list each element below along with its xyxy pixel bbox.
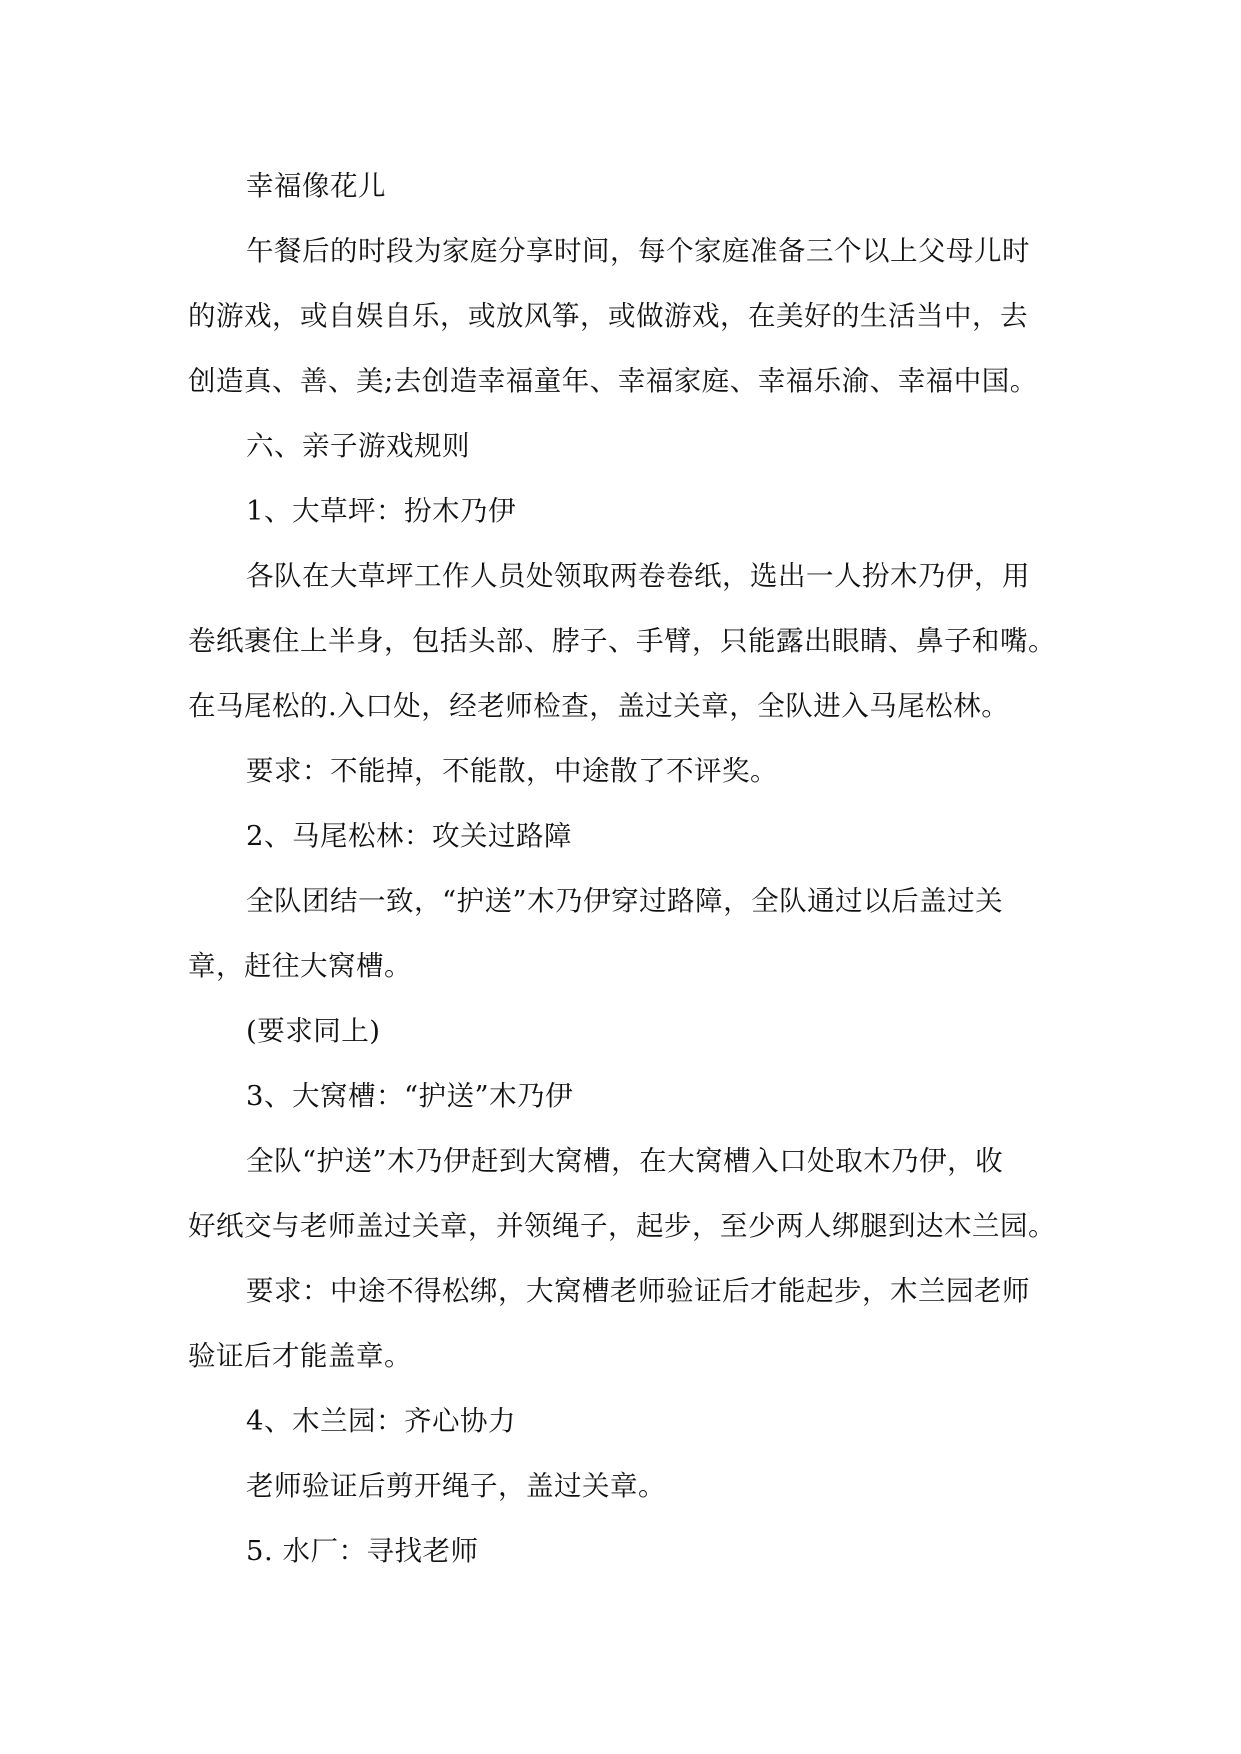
- requirement-line: (要求同上): [246, 1015, 381, 1047]
- paragraph-line: 章，赶往大窝槽。: [188, 950, 412, 982]
- paragraph-line: 午餐后的时段为家庭分享时间，每个家庭准备三个以上父母儿时: [246, 235, 1030, 267]
- rule-heading-5: 5. 水厂：寻找老师: [246, 1535, 479, 1567]
- paragraph-line: 全队团结一致，“护送”木乃伊穿过路障，全队通过以后盖过关: [246, 885, 1004, 917]
- paragraph-line: 好纸交与老师盖过关章，并领绳子，起步，至少两人绑腿到达木兰园。: [188, 1210, 1056, 1242]
- paragraph-line: 卷纸裹住上半身，包括头部、脖子、手臂，只能露出眼睛、鼻子和嘴。: [188, 625, 1056, 657]
- rule-heading-1: 1、大草坪：扮木乃伊: [246, 495, 516, 527]
- paragraph-line: 全队“护送”木乃伊赶到大窝槽，在大窝槽入口处取木乃伊，收: [246, 1145, 1004, 1177]
- paragraph-heading-happiness: 幸福像花儿: [246, 170, 386, 202]
- paragraph-line: 各队在大草坪工作人员处领取两卷卷纸，选出一人扮木乃伊，用: [246, 560, 1030, 592]
- document-body: [188, 154, 1056, 1584]
- rule-heading-2: 2、马尾松林：攻关过路障: [246, 820, 572, 852]
- paragraph-line: 创造真、善、美;去创造幸福童年、幸福家庭、幸福乐渝、幸福中国。: [188, 365, 1038, 397]
- paragraph-line: 验证后才能盖章。: [188, 1340, 412, 1372]
- section-heading-game-rules: 六、亲子游戏规则: [246, 430, 470, 462]
- paragraph-line: 的游戏，或自娱自乐，或放风筝，或做游戏，在美好的生活当中，去: [188, 300, 1028, 332]
- rule-heading-3: 3、大窝槽：“护送”木乃伊: [246, 1080, 574, 1112]
- paragraph-line: 老师验证后剪开绳子，盖过关章。: [246, 1470, 666, 1502]
- rule-heading-4: 4、木兰园：齐心协力: [246, 1405, 516, 1437]
- paragraph-line: 在马尾松的.入口处，经老师检查，盖过关章，全队进入马尾松林。: [188, 690, 1010, 722]
- requirement-line: 要求：中途不得松绑，大窝槽老师验证后才能起步，木兰园老师: [246, 1275, 1030, 1307]
- requirement-line: 要求：不能掉，不能散，中途散了不评奖。: [246, 755, 778, 787]
